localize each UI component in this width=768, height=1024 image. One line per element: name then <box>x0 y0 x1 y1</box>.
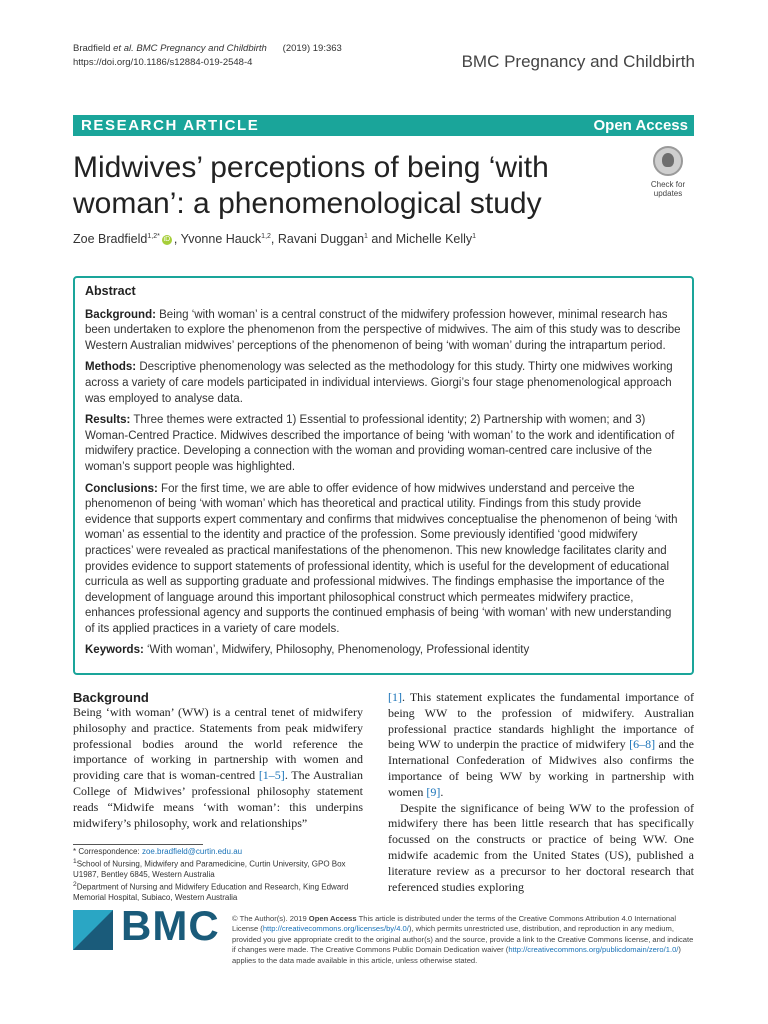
badge-line1: Check for <box>650 180 686 189</box>
license-statement: © The Author(s). 2019 Open Access This article is distributed under the terms of the Creative Commons Attribution 4.0 International License (http://creativecommons.org/licenses/by/4.0/), which permits unrestricted use, distribution, and reproduction in any medium, provided you give appropriate credit to the original author(s) and the source, provide a link to the Creative Commons license, and indicate if changes were made. The Creative Commons Public Domain Dedication waiver (http://creativecommons.org/publicdomain/zero/1.0/) applies to the data made available in this article, unless otherwise stated. <box>232 914 694 965</box>
author-name: Zoe Bradfield <box>73 232 148 246</box>
body-column-right <box>388 690 694 895</box>
badge-line2: updates <box>653 189 683 198</box>
correspondence-email-link[interactable]: zoe.bradfield@curtin.edu.au <box>141 847 243 856</box>
abstract-box <box>73 276 694 675</box>
citation-link[interactable]: [6–8] <box>629 737 656 752</box>
article-type-label: RESEARCH ARTICLE <box>81 117 260 134</box>
author-affiliation: 1,2 <box>261 232 271 240</box>
body-paragraph: Being ‘with woman’ (WW) is a central tenet of midwifery philosophy and practice. Statements from peak midwifery professional bodies around the world reference the importance of working in partnership with women and providing care that is woman-centred [1–5]. The Australian College of Midwives’ professional philosophy statement reads “Midwife means ‘with woman’: this underpins midwifery’s philosophy, work and relationships” <box>73 705 363 830</box>
author-affiliation: 1 <box>364 232 368 240</box>
header-author: Bradfield <box>73 43 111 54</box>
body-paragraph: Despite the significance of being WW to the profession of midwifery there has been little research that has specifically focussed on the constructs or practice of being WW. One midwife academic from the United States (US), published a literature review as a precursor to her doctoral research that referenced studies exploring <box>388 800 694 894</box>
license-link-by[interactable]: http://creativecommons.org/licenses/by/4.0/ <box>262 924 409 934</box>
abstract-keywords: Keywords: ‘With woman’, Midwifery, Philosophy, Phenomenology, Professional identity <box>85 644 530 657</box>
bmc-logo-text: BMC <box>121 902 220 949</box>
author-name: Michelle Kelly <box>395 232 473 246</box>
bmc-logo-mark <box>73 910 113 950</box>
open-access-label: Open Access <box>593 117 688 134</box>
license-link-zero[interactable]: http://creativecommons.org/publicdomain/zero/1.0/ <box>508 945 679 955</box>
abstract-methods: Methods: Descriptive phenomenology was selected as the methodology for this study. Thirty one midwives working across a variety of care models participated in individual interviews. Giorgi’s four stage phenomenological approach was employed to analyse data. <box>85 361 673 405</box>
author-affiliation: 1,2* <box>147 232 160 240</box>
update-icon <box>653 146 683 176</box>
bmc-logo <box>73 902 221 962</box>
body-column-left <box>73 690 363 831</box>
orcid-icon[interactable]: iD <box>163 235 171 243</box>
citation-link[interactable]: [1] <box>388 690 402 704</box>
footnote-divider <box>73 844 203 845</box>
footnotes <box>73 847 373 903</box>
running-header <box>73 42 342 70</box>
abstract-background: Background: Being ‘with woman’ is a central construct of the midwifery profession however, minimal research has been undertaken to explore the phenomenon from the perspective of midwives. The aim of this study was to describe Western Australian midwives’ perceptions of the phenomenon of being ‘with woman’ during the intrapartum period. <box>85 308 681 352</box>
correspondence-note: * Correspondence: zoe.bradfield@curtin.edu.au <box>73 847 243 856</box>
author-name: Yvonne Hauck <box>180 232 262 246</box>
abstract-conclusions: Conclusions: For the first time, we are able to offer evidence of how midwives understand and perceive the phenomenon of being ‘with woman’ which has theoretical and practical utility. Findings from this study provide evidence that supports expert commentary and confirms that midwives conceptualise the phenomenon of being ‘with woman’ as essential to the identity and practice of the profession. Some previously identified ‘good midwifery practices’ were revealed as practical manifestations of the phenomenon. This new knowledge facilitates clarity and provides evidence to support statements of professional identity, which is useful for the development of educational curricula as well as supporting graduate and professional midwives. The findings emphasise the importance of the development of language around this important philosophical construct which permeates midwifery practice, enhances professional agency and supports the continued emphasis of being ‘with woman’ with new understanding of its applied practices in a variety of care models. <box>85 482 678 635</box>
section-heading: Background <box>73 690 149 705</box>
author-list: Zoe Bradfield$^{1,2*}$ iD , Yvonne Hauck$^{1,2}$, Ravani Duggan$^1$ and Michelle Kelly$^1$ <box>73 232 477 246</box>
body-paragraph: [1]. This statement explicates the fundamental importance of being WW to the profession of midwifery. Australian professional practice standards highlight the importance of being WW to underpin the practice of midwifery [6–8] and the International Confederation of Midwives also confirms the importance of being WW by working in partnership with women [9]. <box>388 690 694 799</box>
article-title: Midwives’ perceptions of being ‘with woman’: a phenomenological study <box>73 151 549 220</box>
header-year-volume: (2019) 19:363 <box>282 43 342 54</box>
journal-name: BMC Pregnancy and Childbirth <box>461 52 695 71</box>
article-type-banner <box>73 115 694 136</box>
citation-link[interactable]: [1–5] <box>258 768 285 783</box>
citation-link[interactable]: [9] <box>426 784 441 799</box>
abstract-heading: Abstract <box>85 284 136 298</box>
affiliation-1: $^1$School of Nursing, Midwifery and Paramedicine, Curtin University, GPO Box U1987, Bentley 6845, Western Australia <box>73 858 346 880</box>
author-name: Ravani Duggan <box>277 232 365 246</box>
author-affiliation: 1 <box>472 232 477 240</box>
abstract-results: Results: Three themes were extracted 1) Essential to professional identity; 2) Partnership with women; and 3) Woman-Centred Practice. Midwives described the importance of being ‘with woman’ to the work and identification of midwifery practice. Developing a connection with the woman and providing woman-centred care inclusive of the woman’s support people was highlighted. <box>85 414 675 473</box>
check-for-updates-badge[interactable] <box>640 146 696 206</box>
header-journal-citation: et al. BMC Pregnancy and Childbirth <box>113 43 267 54</box>
affiliation-2: $^2$Department of Nursing and Midwifery Education and Research, King Edward Memorial Hospital, Subiaco, Western Australia <box>73 881 349 903</box>
header-doi-link[interactable]: https://doi.org/10.1186/s12884-019-2548-4 <box>73 57 253 68</box>
